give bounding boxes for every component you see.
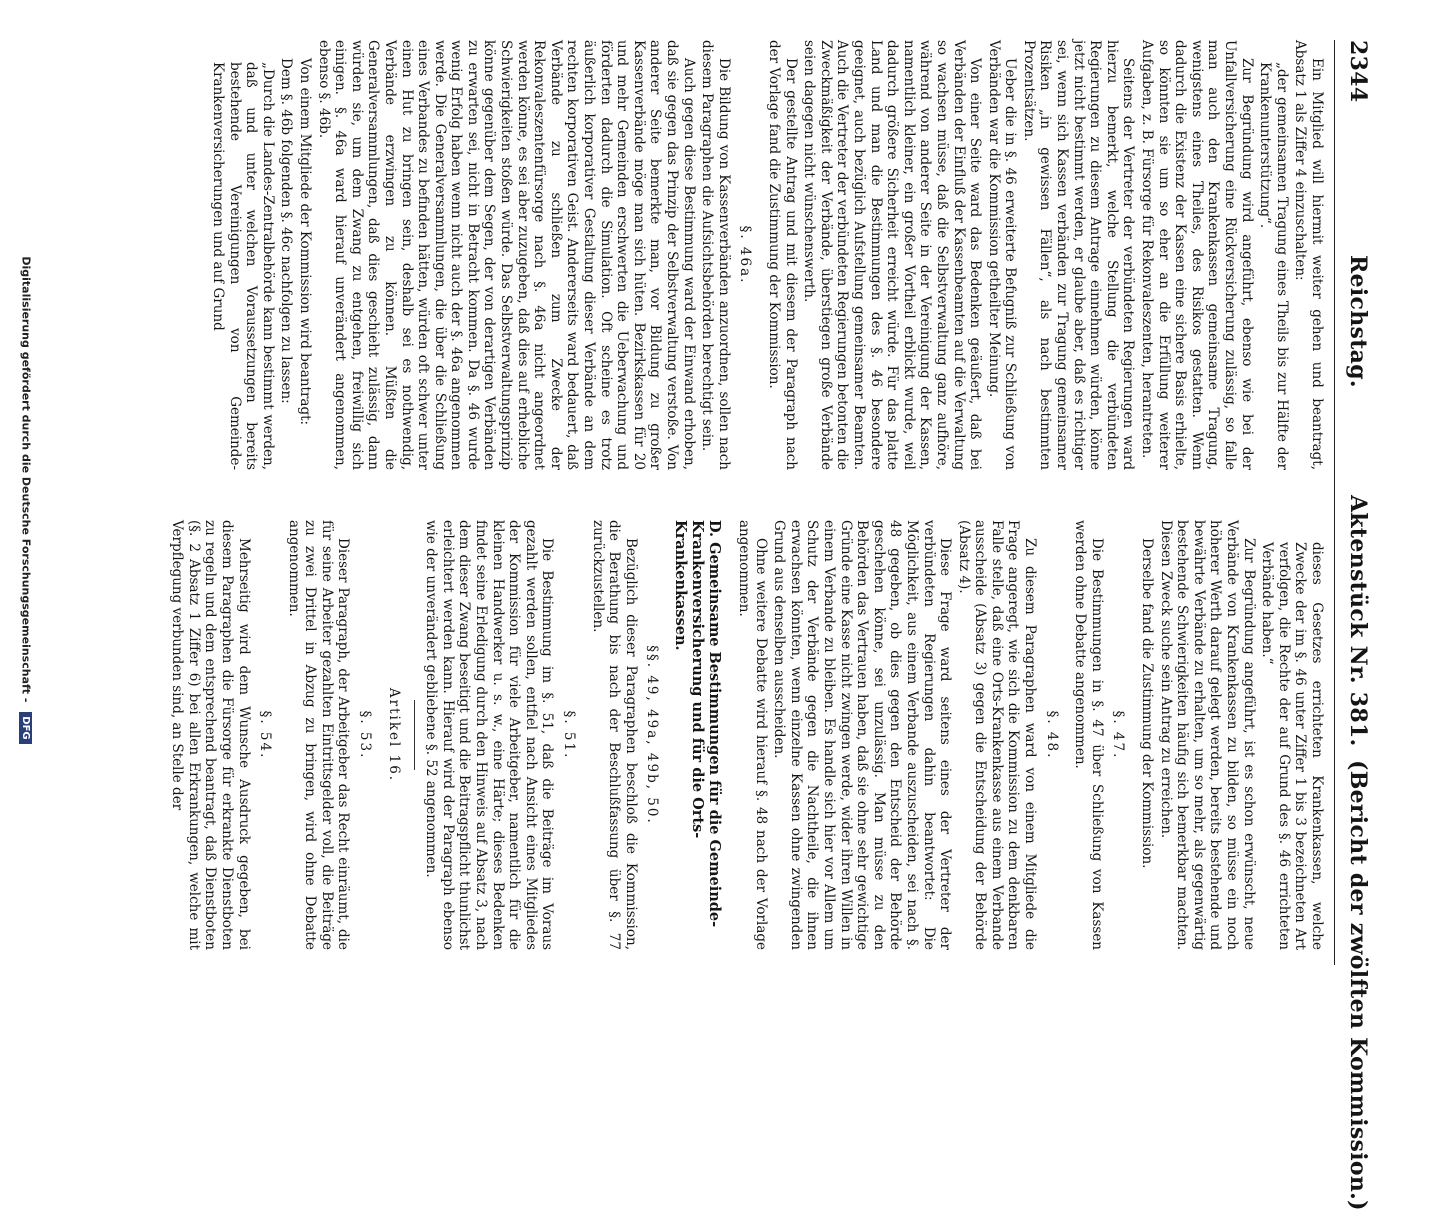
paragraph: Bezüglich dieser Paragraphen beschloß die Kommission, die Berathung bis nach der Beschlußfassung über §. 77 zurückzustellen. [589, 520, 639, 950]
paragraph: Der gestellte Antrag und mit diesem der Paragraph nach der Vorlage fand die Zustimmung der Kommission. [766, 40, 799, 470]
head-reichstag: Reichstag. [1345, 255, 1371, 388]
quote: dieses Gesetzes errichteten Krankenkassen, welche Zwecke der im §. 46 unter Ziffer 1 bis 3 bezeichneten Art verfolgen, die Rechte der auf Grund des §. 46 errichteten Verbände haben.“ [1259, 542, 1325, 950]
section-heading: §. 53. [357, 710, 374, 760]
digitization-footer [7, 0, 33, 1000]
paragraph: Ohne weitere Debatte wird hierauf §. 48 nach der Vorlage angenommen. [736, 520, 769, 950]
paragraph: Zur Begründung angeführt, ist es schon erwünscht, neue Verbände von Krankenkassen zu bilden, so müsse ein noch höherer Werth darauf gelegt werden, bereits bestehende und bewährte Verbände zu erhalten, um so mehr, als gegenwärtig bestehende Schwierigkeiten häufig sich bemerkbar machten. Diesen Zweck suche sein Antrag zu erreichen. [1157, 520, 1257, 950]
paragraph: Auch gegen diese Bestimmung ward der Einwand erhoben, daß sie gegen das Prinzip der Selbstverwaltung verstoße. Von anderer Seite bemerkte man, vor Bildung zu großer Kassenverbände möge man sich hüten. Bezirkskassen für 20 und mehr Gemeinden erschwerten die Ueberwachung und förderten dadurch die Simulation. Oft scheine es trotz äußerlich korporativer Gestaltung dieser Verbände an dem rechten korporativen Geist. Andererseits ward bedauert, daß Verbände zu schließen zum Zwecke der Rekonvaleszentenfürsorge nach §. 46a nicht angeordnet werden könne, es sei aber zuzugeben, daß dies auf erhebliche Schwierigkeiten stoßen würde. Das Selbstverwaltungsprinzip könne gegenüber dem Segen, der von derartigen Verbänden zu erwarten sei, nicht in Betracht kommen. Da §. 46 wurde wenig Erfolg haben wenn nicht auch der §. 46a angenommen werde. Die Generalversammlungen, die über die Schließung eines Verbandes zu befinden hätten, würden oft schwer unter einen Hut zu bringen sein, deshalb sei es nothwendig, Verbände erzwingen zu können. Müßten die Generalversammlungen, daß dies geschieht zulässig, dann würden sie, um dem Zwang zu entgehen, freiwillig sich einigen. §. 46a ward hierauf unverändert angenommen, ebenso §. 46b. [315, 40, 697, 470]
paragraph: Seitens der Vertreter der verbündeten Regierungen ward hierzu bemerkt, welche Stellung die verbündeten Regierungen zu diesem Antrage einnehmen würden, könne jetzt nicht bestimmt werden, er glaube aber, daß es richtiger sei, wenn sich Kassen verbänden zur Tragung gemeinsamer Risiken „in gewissen Fällen“, als nach bestimmten Prozentsätzen. [1020, 40, 1137, 470]
paragraph: Derselbe fand die Zustimmung der Kommission. [1139, 538, 1156, 869]
paragraph: Die Bildung von Kassenverbänden anzuordnen, sollen nach diesem Paragraphen die Aufsichtsbehörden berechtigt sein. [699, 40, 732, 470]
paragraph: Von einem Mitgliede der Kommission wird beantragt: [296, 58, 313, 426]
digitization-note: Digitalisierung gefördert durch die Deutsche Forschungsgemeinschaft - [19, 256, 33, 703]
section-heading: §. 54. [257, 710, 274, 760]
chapter-heading: D. Gemeinsame Bestimmungen für die Gemeinde-Krankenversicherung und für die Orts-Krankenkassen. [672, 520, 724, 928]
head-bericht: (Bericht der zwölften Kommission.) [1345, 760, 1371, 1211]
paragraph: Zu diesem Paragraphen ward von einem Mitgliede die Frage angeregt, wie sich die Kommission zu dem denkbaren Falle stelle, daß eine Orts-Krankenkasse aus einem Verbande ausscheide (Absatz 3) gegen die Entscheidung der Behörde (Absatz 4). [955, 520, 1039, 950]
paragraph: Ueber die in §. 46 erweiterte Befugniß zur Schließung von Verbänden war die Kommission getheilter Meinung. [985, 40, 1019, 470]
paragraph: Die Bestimmungen in §. 47 über Schließung von Kassen werden ohne Debatte angenommen. [1072, 520, 1105, 950]
right-column [167, 520, 1325, 950]
page-number: 2344 [1345, 40, 1371, 103]
paragraph: Zur Begründung wird angeführt, ebenso wie bei der Unfallversicherung eine Rückversicherung zulässig, so falle man auch den Krankenkassen gemeinsame Tragung, wenigstens eines Theiles, des Risikos gestatten. Wenn dadurch die Existenz der Kassen eine sichere Basis erhielte, so könnten sie um so eher an die Erfüllung weiterer Aufgaben, z. B. Fürsorge für Rekonvaleszenten, herantreten. [1139, 40, 1255, 470]
paragraph: Mehrseitig wird dem Wunsche Ausdruck gegeben, bei diesem Paragraphen die Fürsorge für erkrankte Dienstboten zu regeln und dem entsprechend beantragt, daß Dienstboten (§. 2 Absatz 1 Ziffer 6) bei allen Erkrankungen, welche mit Verpflegung verbunden sind, an Stelle der [169, 520, 252, 950]
paragraph: Dem §. 46b folgenden §. 46c nachfolgen zu lassen: [278, 58, 295, 404]
section-heading: §. 48. [1043, 710, 1060, 760]
dfg-logo: DFG [20, 712, 33, 743]
section-heading: §§. 49, 49a, 49b, 50. [644, 645, 661, 825]
divider [414, 700, 415, 770]
header-rule [1334, 40, 1335, 965]
head-aktenstueck: Aktenstück Nr. 381. [1345, 495, 1371, 747]
section-heading: §. 47. [1110, 710, 1127, 760]
article-heading: Artikel 16. [385, 687, 402, 783]
left-column [207, 40, 1325, 470]
paragraph: Von einer Seite ward das Bedenken geäußert, daß bei Verbänden der Einfluß der Kassenbeamten auf die Verwaltung so wachsen müsse, daß die Selbstverwaltung ganz aufhöre, während von anderer Seite in der Vereinigung der Kassen, namentlich kleiner, ein großer Vortheil erblickt wurde, weil dadurch größere Sicherheit erreicht würde. Für das platte Land und man die Bestimmungen des §. 46 besondere geeignet, auch bezüglich Aufstellung gemeinsamer Beamten. Auch die Vertreter der verbündeten Regierungen betonten die Zweckmäßigkeit der Verbände, überstiegen große Verbände seien dagegen nicht wünschenswerth. [801, 40, 984, 470]
quote: „der gemeinsamen Tragung eines Theils bis zur Hälfte der Krankenunterstützung“. [1257, 62, 1290, 470]
section-heading: §. 51. [561, 710, 578, 760]
paragraph: Diese Frage ward seitens eines der Vertreter der verbündeten Regierungen dahin beantwortet: Die Möglichkeit, aus einem Verbande auszuscheiden, sei nach §. 48 gegeben, ob dies gegen den Entscheid der Behörde geschehen könne, sei unzulässig. Man müsse zu den Behörden das Vertrauen haben, daß sie ohne sehr gewichtige Gründe eine Kasse nicht zwingen werde, wider ihren Willen in einem Verbande zu bleiben. Es handle sich hier vor Allem um Schutz der Verbände gegen die Nachtheile, die ihnen erwachsen könnten, wenn einzelne Kassen ohne zwingenden Grund aus denselben ausscheiden. [771, 520, 954, 950]
paragraph: Die Bestimmung im §. 51, daß die Beiträge im Voraus gezahlt werden sollen, entfiel nach Ansicht eines Mitgliedes der Kommission für viele Arbeitgeber, namentlich für die kleinen Handwerker u. s. w., eine Härte; dieses Bedenken findet seine Erledigung durch den Hinweis auf Absatz 3, nach dem dieser Zwang beseitigt und die Beitragspflicht thunlichst erleichtert werden kann. Hierauf wird der Paragraph ebenso wie der unverändert gebliebene §. 52 angenommen. [423, 520, 556, 950]
running-head [1331, 40, 1371, 1211]
paragraph: Dieser Paragraph, der Arbeitgeber das Recht einräumt, die für seine Arbeiter gezahlten Eintrittsgelder voll, die Beiträge zu zwei Drittel in Abzug zu bringen, wird ohne Debatte angenommen. [285, 520, 352, 950]
paragraph: Ein Mitglied will hiermit weiter gehen und beantragt, Absatz 1 als Ziffer 4 einzuschalten: [1292, 40, 1325, 470]
section-heading: §. 46a. [737, 225, 754, 285]
quote: „Durch die Landes-Zentralbehörde kann bestimmt werden, daß und unter welchen Voraussetzungen bereits bestehende Vereinigungen von Gemeinde-Krankenversicherungen und auf Grund [210, 62, 276, 470]
